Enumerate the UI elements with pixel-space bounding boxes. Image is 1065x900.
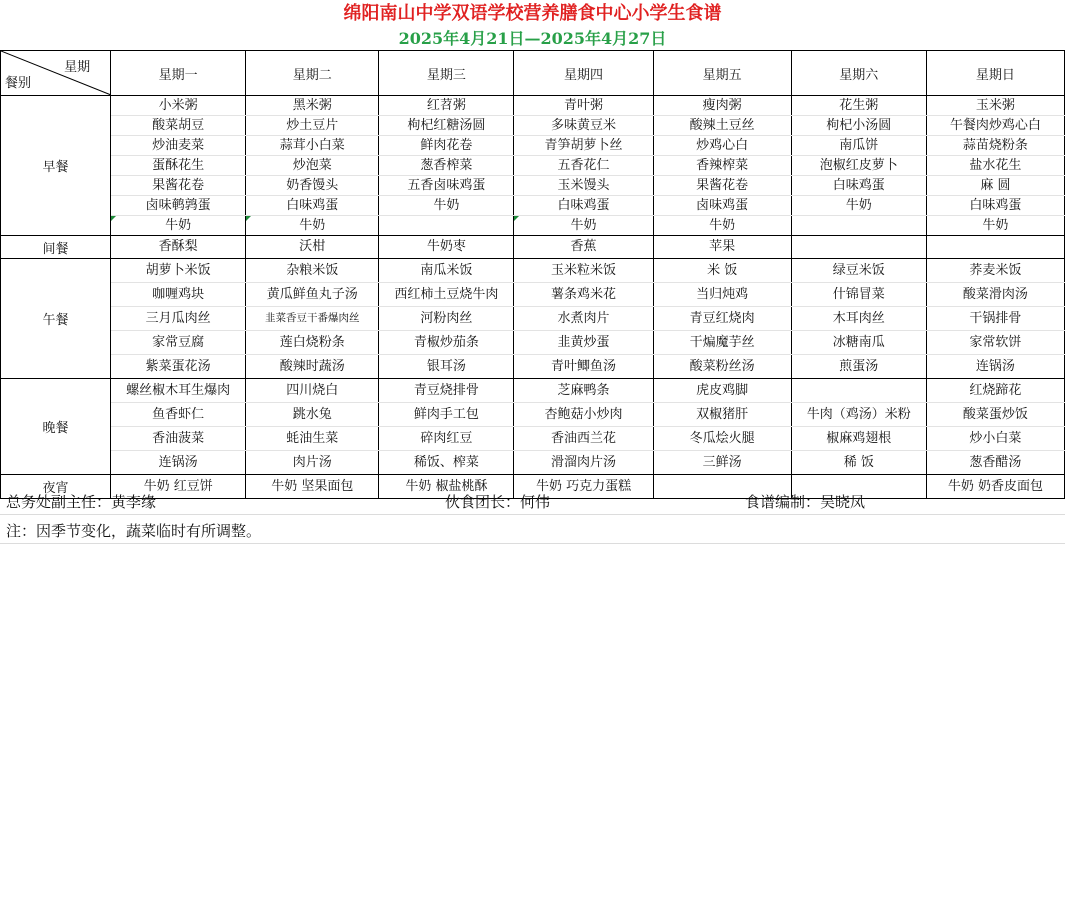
menu-table xyxy=(0,50,1065,499)
lunch-row xyxy=(1,355,1065,379)
menu-cell: 银耳汤 xyxy=(379,355,514,379)
menu-cell: 五香卤味鸡蛋 xyxy=(379,176,514,196)
corner-week-label: 星期 xyxy=(64,60,91,75)
menu-cell: 香油菠菜 xyxy=(111,427,246,451)
menu-cell xyxy=(791,236,926,259)
menu-cell: 滑溜肉片汤 xyxy=(514,451,653,475)
signature-line xyxy=(0,490,1065,515)
menu-cell: 韭黄炒蛋 xyxy=(514,331,653,355)
menu-cell: 黑米粥 xyxy=(246,96,379,116)
menu-cell: 瘦肉粥 xyxy=(653,96,791,116)
menu-cell: 煎蛋汤 xyxy=(791,355,926,379)
menu-cell: 稀饭、榨菜 xyxy=(379,451,514,475)
menu-cell xyxy=(379,216,514,236)
menu-cell: 杂粮米饭 xyxy=(246,259,379,283)
menu-cell: 苹果 xyxy=(653,236,791,259)
menu-cell: 酸菜粉丝汤 xyxy=(653,355,791,379)
menu-cell: 五香花仁 xyxy=(514,156,653,176)
menu-cell: 牛奶 椒盐桃酥 xyxy=(379,475,514,499)
lunch-label: 午餐 xyxy=(1,259,111,379)
breakfast-row xyxy=(1,216,1065,236)
menu-cell: 牛奶 奶香皮面包 xyxy=(926,475,1064,499)
menu-cell: 跳水兔 xyxy=(246,403,379,427)
menu-cell: 午餐肉炒鸡心白 xyxy=(926,116,1064,136)
breakfast-row xyxy=(1,176,1065,196)
menu-cell: 牛奶 红豆饼 xyxy=(111,475,246,499)
menu-cell: 酸菜滑肉汤 xyxy=(926,283,1064,307)
menu-cell: 牛奶 巧克力蛋糕 xyxy=(514,475,653,499)
menu-cell: 杏鲍菇小炒肉 xyxy=(514,403,653,427)
menu-cell: 香油西兰花 xyxy=(514,427,653,451)
menu-cell: 果酱花卷 xyxy=(111,176,246,196)
menu-cell: 韭菜香豆干番爆肉丝 xyxy=(246,307,379,331)
breakfast-row xyxy=(1,96,1065,116)
compiler-label: 食谱编制：吴晓凤 xyxy=(745,493,866,511)
menu-cell: 鲜肉花卷 xyxy=(379,136,514,156)
menu-cell: 莲白烧粉条 xyxy=(246,331,379,355)
menu-cell: 炒泡菜 xyxy=(246,156,379,176)
menu-cell: 鲜肉手工包 xyxy=(379,403,514,427)
menu-cell: 西红柿土豆烧牛肉 xyxy=(379,283,514,307)
menu-cell: 家常豆腐 xyxy=(111,331,246,355)
menu-cell: 葱香榨菜 xyxy=(379,156,514,176)
header-row xyxy=(1,51,1065,96)
dinner-label: 晚餐 xyxy=(1,379,111,475)
menu-cell: 蒜苗烧粉条 xyxy=(926,136,1064,156)
menu-cell: 木耳肉丝 xyxy=(791,307,926,331)
menu-cell: 香蕉 xyxy=(514,236,653,259)
menu-cell: 香酥梨 xyxy=(111,236,246,259)
menu-cell: 果酱花卷 xyxy=(653,176,791,196)
menu-cell: 连锅汤 xyxy=(111,451,246,475)
lunch-row xyxy=(1,283,1065,307)
menu-cell: 麻 圆 xyxy=(926,176,1064,196)
menu-cell: 蒜茸小白菜 xyxy=(246,136,379,156)
menu-cell: 卤味鸡蛋 xyxy=(653,196,791,216)
menu-cell: 当归炖鸡 xyxy=(653,283,791,307)
menu-cell: 泡椒红皮萝卜 xyxy=(791,156,926,176)
note-line xyxy=(0,519,1065,544)
menu-cell: 玉米馒头 xyxy=(514,176,653,196)
breakfast-row xyxy=(1,156,1065,176)
menu-cell: 炒油麦菜 xyxy=(111,136,246,156)
menu-cell: 牛奶 xyxy=(379,196,514,216)
menu-cell: 椒麻鸡翅根 xyxy=(791,427,926,451)
night-label: 夜宵 xyxy=(1,475,111,499)
menu-cell: 米 饭 xyxy=(653,259,791,283)
snack-label: 间餐 xyxy=(1,236,111,259)
menu-cell: 小米粥 xyxy=(111,96,246,116)
day-header: 星期一 xyxy=(111,51,246,96)
menu-cell: 枸杞红糖汤圆 xyxy=(379,116,514,136)
lunch-row xyxy=(1,307,1065,331)
menu-cell: 碎肉红豆 xyxy=(379,427,514,451)
menu-cell: 薯条鸡米花 xyxy=(514,283,653,307)
menu-cell: 干煸魔芋丝 xyxy=(653,331,791,355)
menu-cell: 葱香醋汤 xyxy=(926,451,1064,475)
menu-cell: 青叶粥 xyxy=(514,96,653,116)
menu-cell: 白味鸡蛋 xyxy=(514,196,653,216)
menu-cell: 胡萝卜米饭 xyxy=(111,259,246,283)
menu-cell: 双椒猪肝 xyxy=(653,403,791,427)
menu-cell: 干锅排骨 xyxy=(926,307,1064,331)
dinner-row xyxy=(1,451,1065,475)
menu-cell: 黄瓜鲜鱼丸子汤 xyxy=(246,283,379,307)
menu-cell: 南瓜饼 xyxy=(791,136,926,156)
menu-cell: 枸杞小汤圆 xyxy=(791,116,926,136)
menu-cell: 家常软饼 xyxy=(926,331,1064,355)
menu-cell: 牛奶枣 xyxy=(379,236,514,259)
day-header: 星期日 xyxy=(926,51,1064,96)
day-header: 星期四 xyxy=(514,51,653,96)
breakfast-row xyxy=(1,196,1065,216)
menu-cell: 白味鸡蛋 xyxy=(926,196,1064,216)
menu-cell: 青豆烧排骨 xyxy=(379,379,514,403)
menu-cell: 什锦冒菜 xyxy=(791,283,926,307)
menu-cell: 三鲜汤 xyxy=(653,451,791,475)
dinner-row xyxy=(1,403,1065,427)
menu-cell: 盐水花生 xyxy=(926,156,1064,176)
menu-cell: 牛奶 xyxy=(653,216,791,236)
menu-cell: 卤味鹌鹑蛋 xyxy=(111,196,246,216)
menu-cell: 虎皮鸡脚 xyxy=(653,379,791,403)
menu-cell: 牛肉（鸡汤）米粉 xyxy=(791,403,926,427)
menu-cell: 白味鸡蛋 xyxy=(246,196,379,216)
date-range: 2025年4月21日—2025年4月27日 xyxy=(398,29,667,48)
menu-cell xyxy=(926,236,1064,259)
breakfast-row xyxy=(1,116,1065,136)
menu-cell: 红苕粥 xyxy=(379,96,514,116)
menu-cell: 酸菜蛋炒饭 xyxy=(926,403,1064,427)
menu-cell: 荞麦米饭 xyxy=(926,259,1064,283)
menu-cell: 牛奶 坚果面包 xyxy=(246,475,379,499)
menu-cell: 玉米粒米饭 xyxy=(514,259,653,283)
day-header: 星期六 xyxy=(791,51,926,96)
leader-label: 伙食团长：何伟 xyxy=(445,493,551,511)
menu-cell: 牛奶 xyxy=(514,216,653,236)
dinner-row xyxy=(1,427,1065,451)
breakfast-row xyxy=(1,136,1065,156)
menu-cell: 咖喱鸡块 xyxy=(111,283,246,307)
menu-cell: 牛奶 xyxy=(791,196,926,216)
menu-cell: 蛋酥花生 xyxy=(111,156,246,176)
menu-cell: 南瓜米饭 xyxy=(379,259,514,283)
page-title: 绵阳南山中学双语学校营养膳食中心小学生食谱 xyxy=(343,3,722,24)
menu-cell: 酸辣时蔬汤 xyxy=(246,355,379,379)
menu-cell: 奶香馒头 xyxy=(246,176,379,196)
menu-cell: 连锅汤 xyxy=(926,355,1064,379)
menu-cell xyxy=(791,379,926,403)
menu-cell: 冰糖南瓜 xyxy=(791,331,926,355)
menu-cell: 稀 饭 xyxy=(791,451,926,475)
menu-cell: 牛奶 xyxy=(111,216,246,236)
menu-cell: 螺丝椒木耳生爆肉 xyxy=(111,379,246,403)
menu-cell: 芝麻鸭条 xyxy=(514,379,653,403)
day-header: 星期三 xyxy=(379,51,514,96)
dinner-row xyxy=(1,379,1065,403)
snack-row xyxy=(1,236,1065,259)
menu-cell: 牛奶 xyxy=(246,216,379,236)
menu-cell: 沃柑 xyxy=(246,236,379,259)
director-label: 总务处副主任：黄李缘 xyxy=(6,493,157,511)
menu-cell: 紫菜蛋花汤 xyxy=(111,355,246,379)
lunch-row xyxy=(1,331,1065,355)
note-text: 注：因季节变化，蔬菜临时有所调整。 xyxy=(6,522,262,540)
menu-cell: 炒小白菜 xyxy=(926,427,1064,451)
menu-cell: 河粉肉丝 xyxy=(379,307,514,331)
menu-cell: 鱼香虾仁 xyxy=(111,403,246,427)
menu-cell: 酸辣土豆丝 xyxy=(653,116,791,136)
menu-cell: 炒土豆片 xyxy=(246,116,379,136)
menu-cell: 青椒炒茄条 xyxy=(379,331,514,355)
menu-cell: 肉片汤 xyxy=(246,451,379,475)
menu-cell: 蚝油生菜 xyxy=(246,427,379,451)
corner-cell xyxy=(1,51,111,96)
menu-cell: 花生粥 xyxy=(791,96,926,116)
menu-cell xyxy=(791,216,926,236)
menu-cell: 白味鸡蛋 xyxy=(791,176,926,196)
menu-cell: 青豆红烧肉 xyxy=(653,307,791,331)
menu-cell: 玉米粥 xyxy=(926,96,1064,116)
menu-cell: 酸菜胡豆 xyxy=(111,116,246,136)
menu-body xyxy=(1,96,1065,499)
menu-cell: 牛奶 xyxy=(926,216,1064,236)
menu-cell: 绿豆米饭 xyxy=(791,259,926,283)
menu-cell: 红烧蹄花 xyxy=(926,379,1064,403)
corner-meal-label: 餐别 xyxy=(5,76,32,91)
menu-cell: 青笋胡萝卜丝 xyxy=(514,136,653,156)
breakfast-label: 早餐 xyxy=(1,96,111,236)
menu-cell: 炒鸡心白 xyxy=(653,136,791,156)
menu-cell: 四川烧白 xyxy=(246,379,379,403)
day-header: 星期五 xyxy=(653,51,791,96)
lunch-row xyxy=(1,259,1065,283)
menu-cell: 香辣榨菜 xyxy=(653,156,791,176)
day-header: 星期二 xyxy=(246,51,379,96)
menu-cell: 多味黄豆米 xyxy=(514,116,653,136)
menu-cell: 冬瓜烩火腿 xyxy=(653,427,791,451)
menu-cell: 三月瓜肉丝 xyxy=(111,307,246,331)
menu-cell: 青叶鲫鱼汤 xyxy=(514,355,653,379)
menu-cell: 水煮肉片 xyxy=(514,307,653,331)
